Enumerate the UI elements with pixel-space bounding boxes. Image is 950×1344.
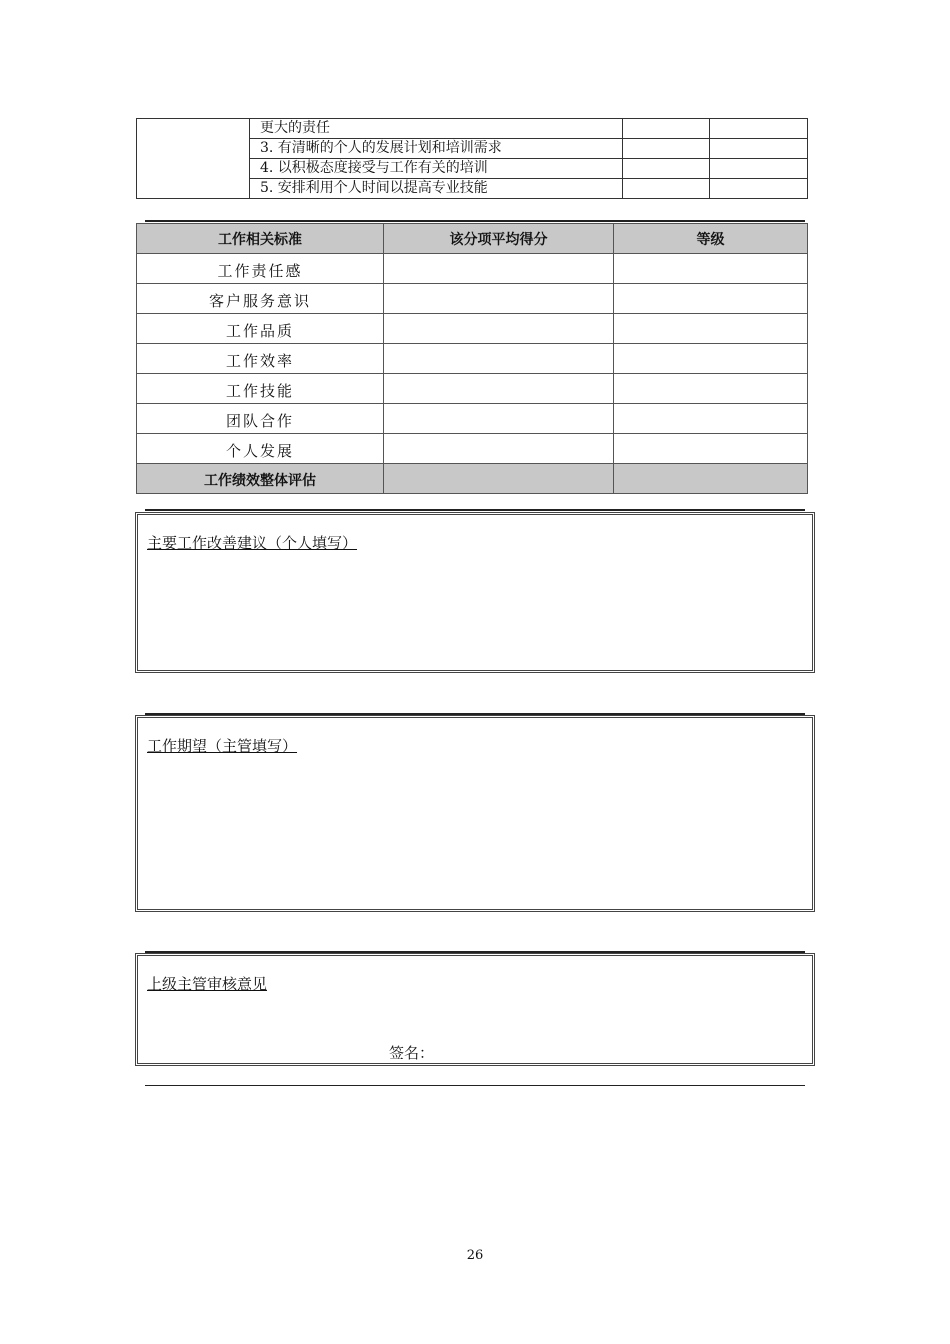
table-row xyxy=(137,314,808,344)
column-header: 工作相关标准 xyxy=(137,224,384,254)
criterion-cell: 更大的责任 xyxy=(250,119,623,139)
criterion-label: 工作技能 xyxy=(137,374,384,404)
grade-cell[interactable] xyxy=(614,404,808,434)
criterion-label: 客户服务意识 xyxy=(137,284,384,314)
score-cell xyxy=(623,179,710,199)
criterion-label: 工作效率 xyxy=(137,344,384,374)
overall-score-cell[interactable] xyxy=(384,464,614,494)
table-row xyxy=(137,434,808,464)
criterion-cell: 5. 安排利用个人时间以提高专业技能 xyxy=(250,179,623,199)
review-box-title: 上级主管审核意见 xyxy=(147,975,268,993)
grade-cell xyxy=(710,139,808,159)
grade-cell xyxy=(710,119,808,139)
criterion-label: 工作责任感 xyxy=(137,254,384,284)
table-row xyxy=(137,254,808,284)
grade-cell[interactable] xyxy=(614,314,808,344)
page-number: 26 xyxy=(466,1248,484,1263)
average-score-cell[interactable] xyxy=(384,284,614,314)
average-score-cell[interactable] xyxy=(384,404,614,434)
score-cell xyxy=(623,119,710,139)
average-score-cell[interactable] xyxy=(384,254,614,284)
supervisor-review-box[interactable] xyxy=(135,953,815,1066)
criterion-label: 团队合作 xyxy=(137,404,384,434)
criterion-cell: 4. 以积极态度接受与工作有关的培训 xyxy=(250,159,623,179)
divider-line xyxy=(145,1085,805,1086)
signature-label: 签名： xyxy=(389,1044,435,1062)
overall-evaluation-label: 工作绩效整体评估 xyxy=(137,464,384,494)
average-score-cell[interactable] xyxy=(384,344,614,374)
grade-cell[interactable] xyxy=(614,434,808,464)
grade-cell[interactable] xyxy=(614,284,808,314)
score-cell xyxy=(623,139,710,159)
criterion-label: 个人发展 xyxy=(137,434,384,464)
column-header: 该分项平均得分 xyxy=(384,224,614,254)
overall-grade-cell[interactable] xyxy=(614,464,808,494)
divider-line xyxy=(145,220,805,222)
table-row xyxy=(137,404,808,434)
grade-cell[interactable] xyxy=(614,254,808,284)
average-score-cell[interactable] xyxy=(384,434,614,464)
category-cell xyxy=(137,119,250,199)
average-score-cell[interactable] xyxy=(384,374,614,404)
score-cell xyxy=(623,159,710,179)
table-row xyxy=(137,119,808,139)
continuation-table xyxy=(136,118,808,199)
expectation-box-title: 工作期望（主管填写） xyxy=(147,737,298,755)
improvement-box-title: 主要工作改善建议（个人填写） xyxy=(147,534,358,552)
table-header-row xyxy=(137,224,808,254)
grade-cell xyxy=(710,179,808,199)
score-summary-table xyxy=(136,223,808,494)
total-row xyxy=(137,464,808,494)
grade-cell xyxy=(710,159,808,179)
grade-cell[interactable] xyxy=(614,344,808,374)
column-header: 等级 xyxy=(614,224,808,254)
table-row xyxy=(137,284,808,314)
average-score-cell[interactable] xyxy=(384,314,614,344)
divider-line xyxy=(145,509,805,511)
grade-cell[interactable] xyxy=(614,374,808,404)
criterion-cell: 3. 有清晰的个人的发展计划和培训需求 xyxy=(250,139,623,159)
criterion-label: 工作品质 xyxy=(137,314,384,344)
table-row xyxy=(137,344,808,374)
work-expectation-box[interactable] xyxy=(135,715,815,912)
improvement-suggestions-box[interactable] xyxy=(135,512,815,673)
table-row xyxy=(137,374,808,404)
